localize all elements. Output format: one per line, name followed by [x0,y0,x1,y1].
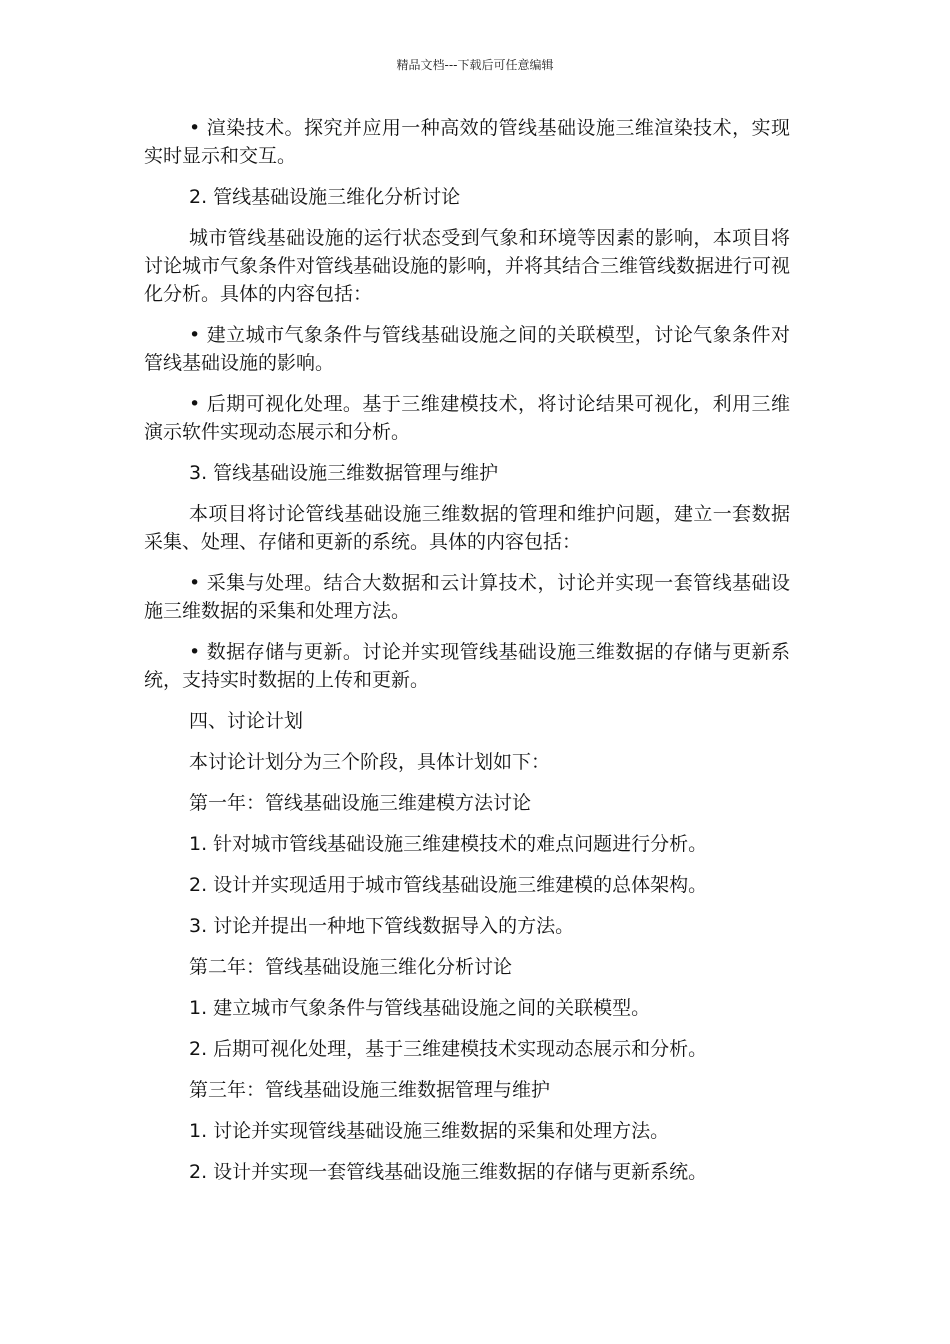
document-body [144,114,790,1199]
year-3-item-2: 2. 设计并实现一套管线基础设施三维数据的存储与更新系统。 [189,1161,708,1183]
year-1-item-2: 2. 设计并实现适用于城市管线基础设施三维建模的总体架构。 [189,874,708,896]
section-heading-3: 3. 管线基础设施三维数据管理与维护 [189,462,499,484]
section-3-intro: 本项目将讨论管线基础设施三维数据的管理和维护问题，建立一套数据采集、处理、存储和更新的系统。具体的内容包括： [144,503,790,553]
year-2-item-2: 2. 后期可视化处理，基于三维建模技术实现动态展示和分析。 [189,1038,708,1060]
year-3-item-1: 1. 讨论并实现管线基础设施三维数据的采集和处理方法。 [189,1120,670,1142]
bullet-visualization: • 后期可视化处理。基于三维建模技术，将讨论结果可视化，利用三维演示软件实现动态展示和分析。 [144,393,790,443]
year-3-heading: 第三年：管线基础设施三维数据管理与维护 [189,1079,551,1101]
year-1-item-3: 3. 讨论并提出一种地下管线数据导入的方法。 [189,915,575,937]
section-heading-4: 四、讨论计划 [189,710,304,732]
year-2-item-1: 1. 建立城市气象条件与管线基础设施之间的关联模型。 [189,997,651,1019]
year-1-item-1: 1. 针对城市管线基础设施三维建模技术的难点问题进行分析。 [189,833,708,855]
year-2-heading: 第二年：管线基础设施三维化分析讨论 [189,956,513,978]
year-1-heading: 第一年：管线基础设施三维建模方法讨论 [189,792,532,814]
plan-intro: 本讨论计划分为三个阶段，具体计划如下： [189,751,551,773]
section-heading-2: 2. 管线基础设施三维化分析讨论 [189,186,461,208]
section-2-intro: 城市管线基础设施的运行状态受到气象和环境等因素的影响，本项目将讨论城市气象条件对管线基础设施的影响，并将其结合三维管线数据进行可视化分析。具体的内容包括： [144,227,791,305]
page-header: 精品文档---下载后可任意编辑 [396,58,554,72]
bullet-collection-processing: • 采集与处理。结合大数据和云计算技术，讨论并实现一套管线基础设施三维数据的采集和处理方法。 [144,572,790,622]
bullet-correlation-model: • 建立城市气象条件与管线基础设施之间的关联模型，讨论气象条件对管线基础设施的影响。 [144,324,790,374]
bullet-storage-update: • 数据存储与更新。讨论并实现管线基础设施三维数据的存储与更新系统，支持实时数据的上传和更新。 [144,641,790,691]
bullet-rendering-tech: • 渲染技术。探究并应用一种高效的管线基础设施三维渲染技术，实现实时显示和交互。 [144,117,790,167]
